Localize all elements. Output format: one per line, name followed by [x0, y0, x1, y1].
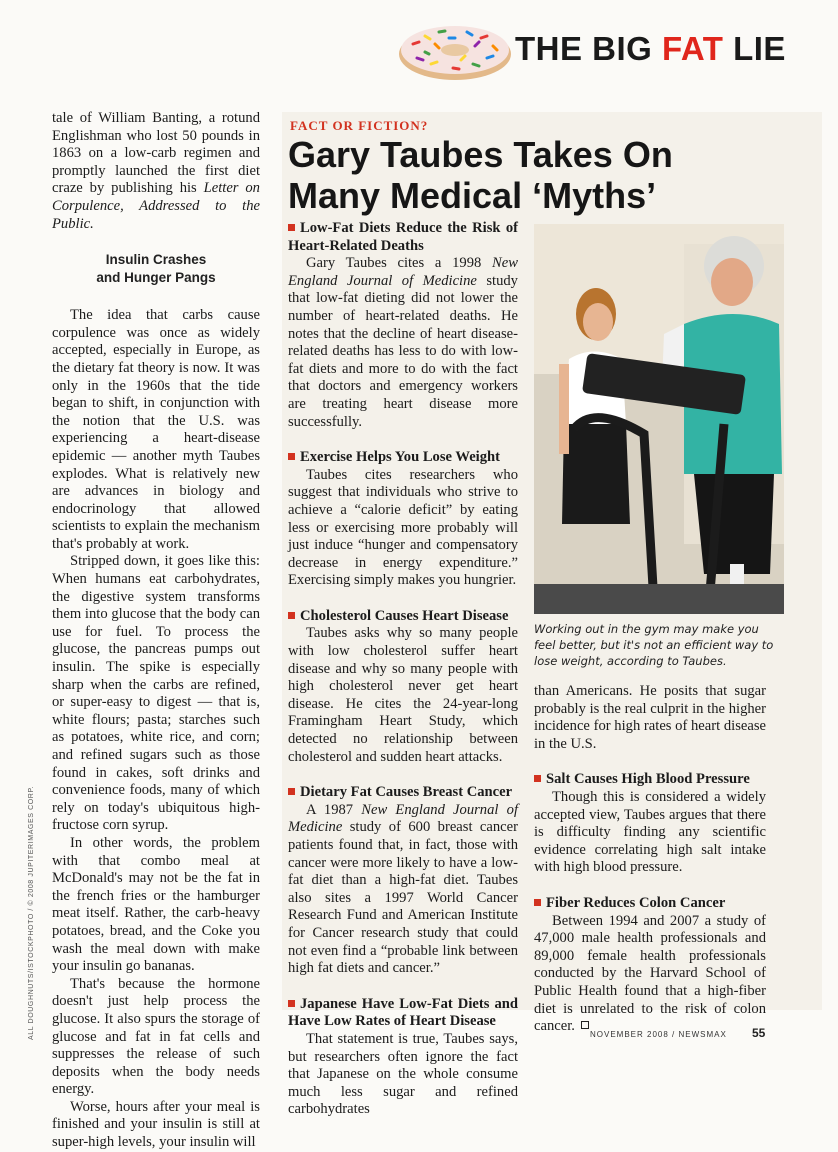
myth-section: Cholesterol Causes Heart Disease Taubes asks why so many people with low cholesterol suffer heart disease and why so many people with high cholesterol never get heart disease. He cites the 24-year-long Framingham Heart Study, which detected no relationship between cholesterol and sudden heart attacks.	[288, 607, 518, 765]
myth-section: Dietary Fat Causes Breast Cancer A 1987 New England Journal of Medicine study of 600 breast cancer patients found that, in fact, those with cancer were more likely to have a low-fat diet than a high-fat diet. Taubes also sites a 1997 World Cancer Research Fund and American Institute for Cancer research study that could not even find a “probable link between high fat diets and cancer.”	[288, 784, 518, 977]
bullet-square-icon	[288, 1000, 295, 1007]
kicker: FACT OR FICTION?	[290, 118, 429, 133]
myth-section: Low-Fat Diets Reduce the Risk of Heart-Related Deaths Gary Taubes cites a 1998 New England Journal of Medicine study that low-fat dieting did not lower the number of heart-related deaths. He notes that the decline of heart disease-related deaths has less to do with low-fat diets and more to do with the fact that doctors and emergency workers are treating heart disease more successfully.	[288, 220, 518, 430]
paragraph: tale of William Banting, a rotund Englishman who lost 50 pounds in 1863 on a low-carb regimen and promptly launched the first diet craze by publishing his Letter on Corpulence, Addressed to the Public.	[52, 110, 260, 232]
myth-section: Exercise Helps You Lose Weight Taubes cites researchers who suggest that individuals who strive to achieve a “calorie deficit” by eating less or exercising more probably will just induce “hunger and compensatory decrease in energy expenditure.” Exercising simply makes you hungrier.	[288, 449, 518, 589]
page-number: 55	[752, 1026, 766, 1040]
headline: Gary Taubes Takes On Many Medical ‘Myths’	[288, 134, 673, 216]
bullet-square-icon	[288, 224, 295, 231]
bullet-square-icon	[288, 453, 295, 460]
sidebar-column-left	[288, 220, 518, 1137]
footer-issue: NOVEMBER 2008 / NEWSMAX	[590, 1030, 727, 1039]
myth-section: Salt Causes High Blood Pressure Though this is considered a widely accepted view, Taubes argues that there is difficulty finding any scientific evidence correlating high salt intake with high blood pressure.	[534, 771, 766, 876]
paragraph: Worse, hours after your meal is finished and your insulin is still at super-high levels, your insulin will	[52, 1098, 260, 1151]
sidebar-column-right	[534, 683, 766, 1054]
paragraph: That's because the hormone doesn't just help process the glucose. It also spurs the storage of glucose and fat in fat cells and suppresses the release of such deposits when the body needs energy.	[52, 975, 260, 1098]
myth-section: Fiber Reduces Colon Cancer Between 1994 and 2007 a study of 47,000 male health professionals and 89,000 female health professionals conducted by the Harvard School of Public Health found that a high-fiber diet is unrelated to the risk of colon cancer.	[534, 894, 766, 1035]
bullet-square-icon	[534, 775, 541, 782]
myth-section: Japanese Have Low-Fat Diets and Have Low Rates of Heart Disease That statement is true, Taubes says, but researchers often ignore the fact that Japanese on the whole consume much less sugar and refined carbohydrates	[288, 995, 518, 1118]
paragraph: The idea that carbs cause corpulence was once as widely accepted, especially in Europe, as the dietary fat theory is now. It was only in the 1960s that the tide began to shift, in conjunction with the notion that the U.S. was experiencing a heart-disease epidemic — another myth Taubes explodes. What is relatively new are advances in biology and endocrinology that allowed scientists to explain the mechanism that's probably at work.	[52, 307, 260, 552]
donut-illustration	[395, 14, 515, 84]
photo-credit: ALL DOUGHNUTS/ISTOCKPHOTO / © 2008 JUPITERIMAGES CORP.	[28, 785, 35, 1040]
left-column	[52, 110, 260, 1152]
photo-caption: Working out in the gym may make you feel better, but it's not an efficient way to lose weight, according to Taubes.	[534, 622, 774, 668]
myth-section-continued: than Americans. He posits that sugar probably is the real culprit in the higher incidence for high rates of heart disease in the U.S.	[534, 683, 766, 752]
paragraph: Stripped down, it goes like this: When humans eat carbohydrates, the digestive system transforms them into glucose that the body can use for fuel. To process the glucose, the pancreas pumps out insulin. The spike is especially sharp when the carbs are refined, or super-easy to digest — that is, white flours; pasta; starches such as potatoes, white rice, and corn; and refined sugars such as those found in cakes, soft drinks and convenience foods, many of which rely on today's ubiquitous high-fructose corn syrup.	[52, 553, 260, 834]
bullet-square-icon	[288, 788, 295, 795]
subheading: Insulin Crashes and Hunger Pangs	[96, 252, 216, 286]
section-title: THE BIG FAT LIE	[515, 30, 786, 67]
paragraph: In other words, the problem with that combo meal at McDonald's may not be the fat in the french fries or the hamburger meat itself. Rather, the carb-heavy potatoes, bread, and the Coke you wash the meal down with make your insulin go bananas.	[52, 834, 260, 975]
bullet-square-icon	[288, 612, 295, 619]
gym-photo	[534, 224, 784, 614]
end-mark-icon	[581, 1021, 589, 1029]
bullet-square-icon	[534, 899, 541, 906]
